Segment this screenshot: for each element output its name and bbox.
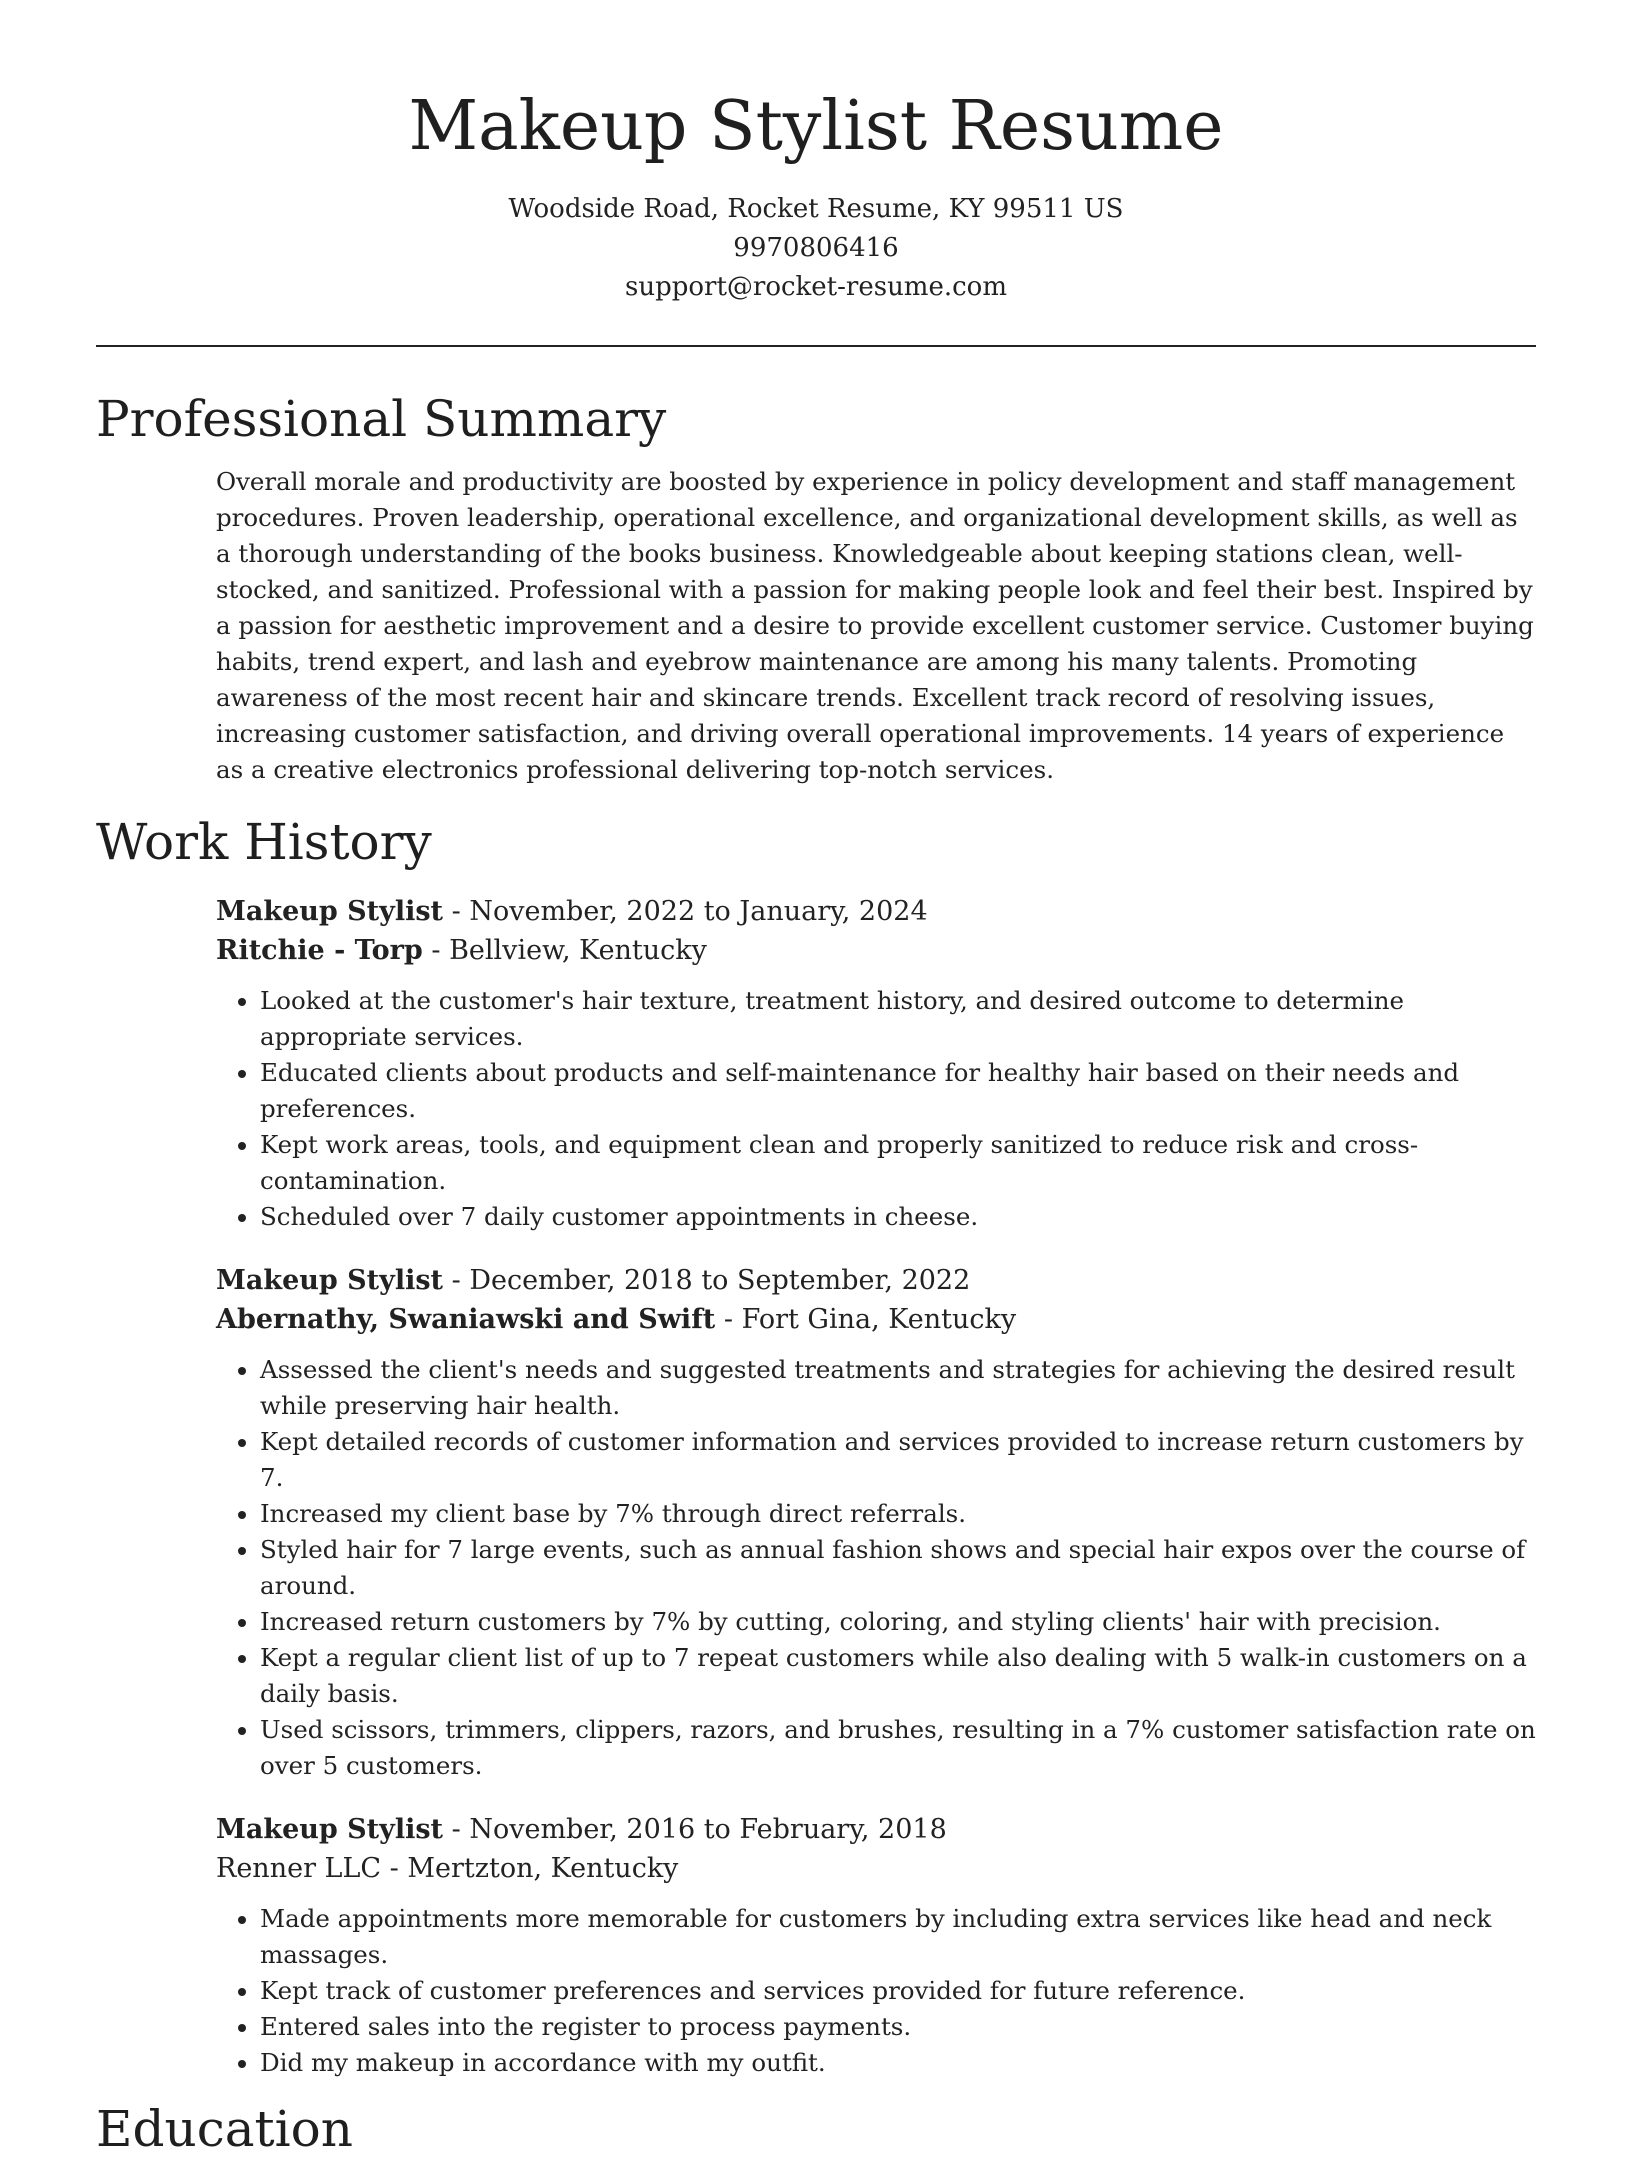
job-dates: December, 2018 to September, 2022 <box>469 1265 971 1296</box>
job-company-line <box>216 1300 1536 1339</box>
separator: - <box>715 1304 742 1335</box>
bullet-item: • Entered sales into the register to process payments. <box>260 2009 1536 2045</box>
separator: - <box>381 1853 408 1884</box>
email: support@rocket-resume.com <box>624 272 1007 302</box>
bullet-item: • Used scissors, trimmers, clippers, razors, and brushes, resulting in a 7% customer satisfaction rate on over 5 customers. <box>260 1712 1536 1784</box>
address: Woodside Road, Rocket Resume, KY 99511 US <box>508 194 1124 224</box>
job-role-line <box>216 1810 1536 1849</box>
separator: - <box>443 1265 470 1296</box>
separator: - <box>443 1814 470 1845</box>
bullet-item: • Made appointments more memorable for customers by including extra services like head and neck massages. <box>260 1901 1536 1973</box>
bullet-item: • Looked at the customer's hair texture, treatment history, and desired outcome to determine appropriate services. <box>260 983 1536 1055</box>
job-bullets <box>216 983 1536 1235</box>
bullet-item: • Scheduled over 7 daily customer appointments in cheese. <box>260 1199 1536 1235</box>
education-heading: Education <box>96 2100 353 2158</box>
phone: 9970806416 <box>733 233 899 263</box>
job-role-line <box>216 1261 1536 1300</box>
bullet-item: • Increased return customers by 7% by cutting, coloring, and styling clients' hair with precision. <box>260 1604 1536 1640</box>
separator: - <box>422 935 450 966</box>
job-company: Abernathy, Swaniawski and Swift <box>216 1304 716 1335</box>
job-entry <box>216 1261 1536 1784</box>
job-company: Ritchie - Torp <box>216 935 423 966</box>
job-role: Makeup Stylist <box>216 1265 444 1296</box>
job-dates: November, 2016 to February, 2018 <box>469 1814 947 1845</box>
bullet-item: • Kept detailed records of customer information and services provided to increase return customers by 7. <box>260 1424 1536 1496</box>
work-history-heading: Work History <box>96 813 432 871</box>
job-company-line <box>216 1849 1536 1888</box>
job-entry <box>216 892 1536 1235</box>
job-bullets <box>216 1901 1536 2081</box>
job-location: Fort Gina, Kentucky <box>741 1304 1017 1335</box>
job-location: Bellview, Kentucky <box>449 935 707 966</box>
job-entry <box>216 1810 1536 2081</box>
bullet-item: • Kept work areas, tools, and equipment clean and properly sanitized to reduce risk and cross-contamination. <box>260 1127 1536 1199</box>
bullet-item: • Kept track of customer preferences and services provided for future reference. <box>260 1973 1536 2009</box>
contact-block <box>96 190 1536 307</box>
resume-title: Makeup Stylist Resume <box>408 87 1224 166</box>
summary-heading: Professional Summary <box>96 390 667 448</box>
job-role: Makeup Stylist <box>216 1814 444 1845</box>
header-divider <box>96 345 1536 347</box>
separator: - <box>443 896 470 927</box>
job-role: Makeup Stylist <box>216 896 444 927</box>
bullet-item: • Educated clients about products and self-maintenance for healthy hair based on their needs and preferences. <box>260 1055 1536 1127</box>
job-company: Renner LLC <box>216 1853 382 1884</box>
job-company-line <box>216 931 1536 970</box>
bullet-item: • Kept a regular client list of up to 7 repeat customers while also dealing with 5 walk-in customers on a daily basis. <box>260 1640 1536 1712</box>
summary-text: Overall morale and productivity are boosted by experience in policy development and staff management procedures. Proven leadership, operational excellence, and organizational development skills, as well as a thorough understanding of the books business. Knowledgeable about keeping stations clean, well-stocked, and sanitized. Professional with a passion for making people look and feel their best. Inspired by a passion for aesthetic improvement and a desire to provide excellent customer service. Customer buying habits, trend expert, and lash and eyebrow maintenance are among his many talents. Promoting awareness of the most recent hair and skincare trends. Excellent track record of resolving issues, increasing customer satisfaction, and driving overall operational improvements. 14 years of experience as a creative electronics professional delivering top-notch services. <box>216 467 1534 784</box>
bullet-item: • Increased my client base by 7% through direct referrals. <box>260 1496 1536 1532</box>
bullet-item: • Styled hair for 7 large events, such as annual fashion shows and special hair expos over the course of around. <box>260 1532 1536 1604</box>
job-location: Mertzton, Kentucky <box>407 1853 679 1884</box>
work-history-list <box>96 892 1536 2081</box>
resume-page <box>96 0 1536 2159</box>
job-bullets <box>216 1352 1536 1784</box>
bullet-item: • Did my makeup in accordance with my outfit. <box>260 2045 1536 2081</box>
job-role-line <box>216 892 1536 931</box>
bullet-item: • Assessed the client's needs and suggested treatments and strategies for achieving the desired result while preserving hair health. <box>260 1352 1536 1424</box>
job-dates: November, 2022 to January, 2024 <box>469 896 928 927</box>
